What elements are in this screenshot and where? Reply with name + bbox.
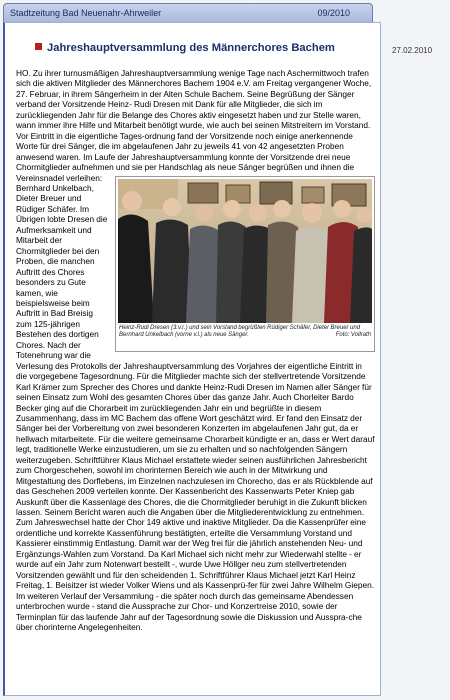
article-body (16, 68, 375, 632)
photo-caption-text: Heinz-Rudi Dresen (3.v.r.) und sein Vorstand begrüßten Rüdiger Schäfer, Dieter Breuer und Bernhard Unkelbach (vorne v.l.) als neue Sänger. (119, 324, 361, 338)
article-box (3, 22, 381, 696)
article-date: 27.02.2010 (392, 46, 433, 55)
article-photo (115, 176, 375, 352)
photo-caption (119, 325, 371, 339)
issue-number: 09/2010 (317, 8, 350, 18)
article-text-main: Vereinsnadel verleihen: Bernhard Unkelbach, Dieter Breuer und Rüdiger Schäfer. Im Übrigen lobte Dresen die Aufmerksamkeit und Mitarbeit der Chormitglieder bei den Proben, die manchen Auftritt des Chores besonders zu Gute kamen, wie beispielsweise beim Auftritt in Bad Breisig zum 125-jährigen Bestehen des dortigen Chores. Nach der Totenehrung war die Verlesung des Protokolls der Jahreshauptversammlung des Vorjahres der eigentliche Eintritt in die vorgegebene Tagesordnung. Für die Mitglieder machte sich der stellvertretende Vorsitzende Karl Krämer zum Sprecher des Chores und dankte Heinz-Rudi Dresen im Namen aller Sänger für seinen Einsatz zum Wohl des gesamten Chores über das ganze Jahr. Auch Chorleiter Bardo Becker ging auf die Chorarbeit im zurückliegenden Jahr ein und begrüßte in diesem Zusammenhang, dass im MC Bachem das offene Wort geschätzt wird. Er fand den Einsatz der Sänger bei der Vorbereitung von zwei besonderen Konzerten im abgelaufenen Jahr gut, da er hellwach mitarbeitete. Für die weitere gemeinsame Chorarbeit kündigte er an, dass er Wert darauf legt, traditionelle Werke einzustudieren, um sie zu erhalten und so nachfolgenden Sängern weiterzugeben. Schriftführer Klaus Michael erstattete wieder seinen ausführlichen Jahresbericht zum Chorgeschehen, sowohl im chorinternen Bereich wie auch in der Mitwirkung und Mitgestaltung des Dorflebens, im Einzelnen nachzulesen im Chorecho, das er als Rückblende auf das Geschehen 2009 verteilen konnte. Der Kassenbericht des Kassenwarts Peter Kniep gab Auskunft über die Kassenlage des Chores, die die Chormitglieder beruhigt in die Zukunft blicken lassen. Seinem Bericht waren auch die Angaben über die Mitgliederentwicklung zu entnehmen. Zum Jahreswechsel hatte der Chor 149 aktive und inaktive Mitglieder. Da die Kassenprüfer eine ordentliche und korrekte Kassenführung bestätigten, erteilte die Versammlung Vorstand und Kassierer einstimmig Entlastung. Damit war der Weg frei für die jährlich anstehenden Neu- und Ergänzungs-Wahlen zum Vorstand. Da Karl Michael sich nicht mehr zur Wiederwahl stellte - er wurde auf ein Jahr zum Notenwart bestellt -, wurde Uwe Höllger neu zum stellvertretenden Vorsitzenden gewählt und für den scheidenden 1. Schriftführer Klaus Michael jetzt Karl Heinz Freitag, 1. Beisitzer ist wieder Volker Wiens und als Kassenprü-fer für zwei Jahre Wilhelm Giepen. Im weiteren Verlauf der Versammlung - die später noch durch das gemeinsame Abendessen unterbrochen wurde - stand die Aussprache zur Chor- und Konzertreise 2010, sowie der Terminplan für das laufende Jahr auf der Tagesordnung sowie die Diskussion und Ausspra-che über chorinterne Angelegenheiten. (16, 172, 375, 633)
article-text-intro: HO. Zu ihrer turnusmäßigen Jahreshauptversammlung wenige Tage nach Aschermittwoch trafen sich die aktiven Mitglieder des Männerchores Bachem 1904 e.V. am Freitag vergangener Woche, 27. Februar, in ihrem Sängerheim in der Alten Schule Bachem. Seine Begrüßung der Sänger verband der Vorsitzende Heinz- Rudi Dresen mit Dank für alle Mitglieder, die sich im zurückliegenden Jahr für die Belange des Chores aktiv eingesetzt haben und zur Stelle waren, wann immer ihre Hilfe und Mitarbeit benötigt wurde, wie auch bei seinen Mitstreitern im Vorstand. Vor Eintritt in die eigentliche Tages-ordnung fand der Vorsitzende noch einige anerkennende Worte für drei Sänger, die im abgelaufenen Jahr zu jeweils 41 von 42 angesetzten Proben anwesend waren. Im Laufe der Jahreshauptversammlung konnte der Vorsitzende drei neue Chormitglieder aufnehmen und sie per Handschlag als neue Sänger begrüßen und ihnen die (16, 68, 372, 173)
newspaper-name: Stadtzeitung Bad Neuenahr-Ahrweiler (10, 8, 162, 18)
title-bullet-icon (35, 43, 42, 50)
article-title: Jahreshauptversammlung des Männerchores Bachem (47, 42, 335, 54)
article-title-row (35, 42, 374, 54)
photo-credit: Foto: Vollrath (335, 331, 371, 338)
choir-group-photo (118, 179, 372, 323)
newspaper-header (3, 3, 373, 23)
